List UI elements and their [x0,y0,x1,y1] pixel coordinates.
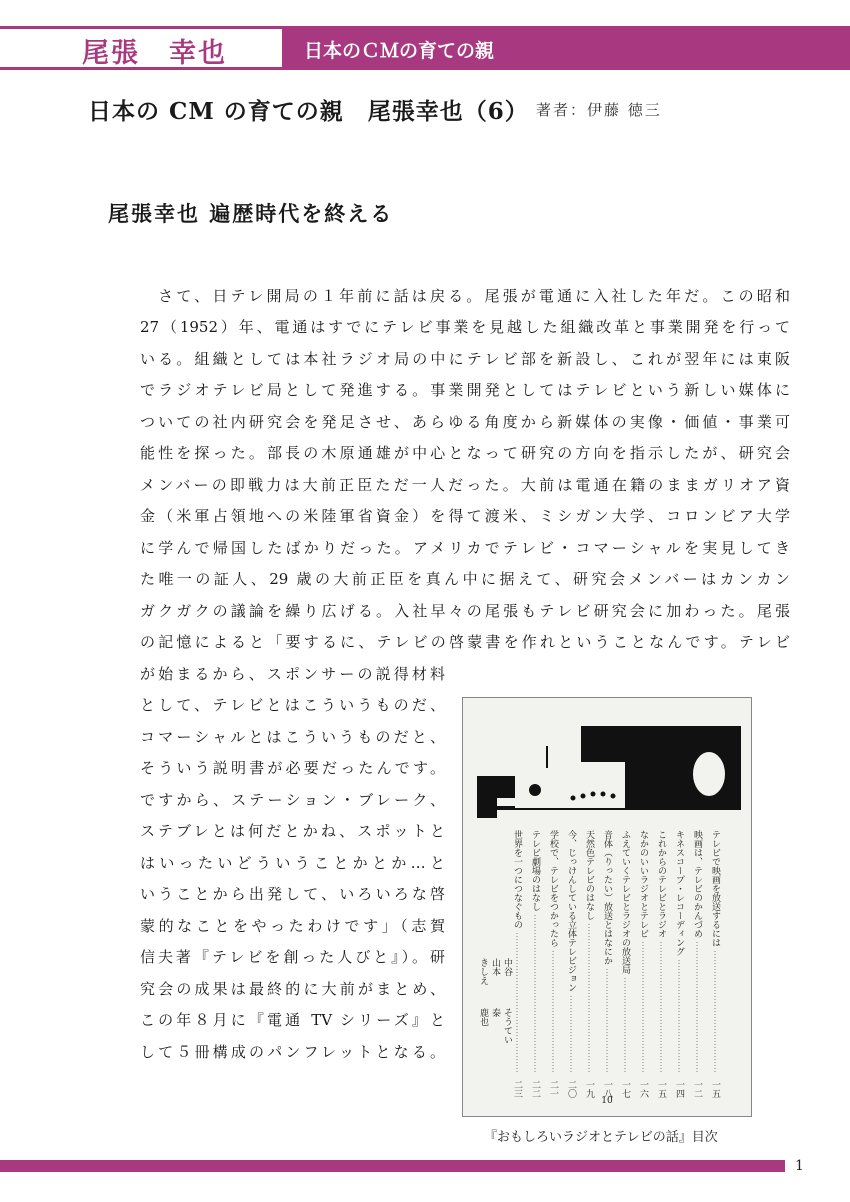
body-line: ですから、ステーション・ブレーク、 [140,791,445,809]
toc-credit: 中谷 [502,958,512,976]
toc-entry-title: 天然色テレビのはなし [584,830,594,920]
body-line: た唯一の証人、29 歳の大前正臣を真ん中に据えて、研究会メンバーはカンカン [140,570,790,588]
body-line: さて、日テレ開局の１年前に話は戻る。尾張が電通に入社した年だ。この昭和 [140,287,790,305]
toc-entry-title: 世界を一つにつなぐもの [512,830,522,929]
body-line: 金（米軍占領地への米陸軍省資金）を得て渡米、ミシガン大学、コロンビア大学 [140,507,790,525]
figure-caption: 『おもしろいラジオとテレビの話』目次 [484,1130,718,1145]
toc-credit: 泰 [490,1008,500,1017]
toc-scan [463,698,751,1116]
toc-entry-title: なかのいいラジオとテレビ [638,830,648,938]
body-line: そういう説明書が必要だったんです。 [140,759,445,777]
footer-bar [0,1160,785,1172]
body-line: が始まるから、スポンサーの説得材料 [140,665,445,683]
body-line: ガクガクの議論を繰り広げる。入社早々の尾張もテレビ研究会に加わった。尾張 [140,602,790,620]
body-line: 信夫著『テレビを創った人びと』）。研 [140,948,445,966]
toc-entry-page: 一八 [602,1080,612,1098]
body-line: 27（1952）年、電通はすでにテレビ事業を見越した組織改革と事業開発を行って [140,318,790,336]
header-series-band [282,26,850,70]
toc-entry-page: 二三 [512,1080,522,1098]
toc-entry-page: 二〇 [566,1080,576,1098]
toc-credit: そうてい [502,1008,512,1044]
toc-credit: 山本 [490,958,500,976]
header-name-band [0,26,282,70]
header-series-title: 日本のＣＭの育ての親 [304,40,495,62]
toc-entry-title: ふえていくテレビとラジオの放送局 [620,830,630,974]
body-line: この年８月に『電通 TV シリーズ』と [140,1011,445,1029]
body-line: ついての社内研究会を発足させ、あらゆる角度から新媒体の実像・価値・事業可 [140,413,790,431]
body-line: 能性を探った。部長の木原通雄が中心となって研究の方向を指示したが、研究会 [140,444,790,462]
toc-entry-title: これからのテレビとラジオ [656,830,666,938]
body-line: はいったいどういうことかとか…と [140,854,445,872]
body-line: メンバーの即戦力は大前正臣ただ一人だった。大前は電通在籍のままガリオア資 [140,476,790,494]
toc-entry-page: 一五 [710,1080,720,1098]
toc-entry-page: 二二 [530,1080,540,1098]
body-line: コマーシャルとはこういうものだと、 [140,728,445,746]
toc-entry-page: 一二 [692,1080,702,1098]
section-heading: 尾張幸也 遍歴時代を終える [108,201,394,226]
toc-entry-page: 一五 [656,1080,666,1098]
body-line: いうことから出発して、いろいろな啓 [140,885,445,903]
toc-entry-page: 一四 [674,1080,684,1098]
body-line: の記憶によると「要するに、テレビの啓蒙書を作れということなんです。テレビ [140,633,790,651]
toc-entry-title: テレビで映画を放送するには [710,830,720,947]
body-line: ステブレとは何だとかね、スポットと [140,822,445,840]
toc-entry-title: テレビ劇場のはなし [530,830,540,911]
toc-entry-title: 学校で、テレビをつかったら [548,830,558,947]
toc-entry-title: 映画は、テレビのかんづめ [692,830,702,938]
toc-entry-title: 今、じっけんしている立体テレビジョン [566,830,576,992]
body-line: として、テレビとはこういうものだ、 [140,696,445,714]
toc-page-number: 10 [601,1096,613,1106]
header-name: 尾張 幸也 [82,38,227,69]
body-line: して５冊構成のパンフレットとなる。 [140,1043,445,1061]
toc-entry-page: 一六 [638,1080,648,1098]
body-line: いる。組織としては本社ラジオ局の中にテレビ部を新設し、これが翌年には東阪 [140,350,790,368]
toc-entry-page: 一七 [620,1080,630,1098]
toc-entry-title: 音体（りったい）放送とはなにか [602,830,612,965]
toc-entry-page: 一九 [584,1080,594,1098]
article-title: 日本の CM の育ての親 尾張幸也（6） [88,98,529,125]
toc-entry-title: キネスコープ・レコーディング [674,830,684,956]
article-author: 著者：伊藤 徳三 [536,101,662,119]
toc-credit: きしえ [478,958,488,985]
toc-figure [462,697,752,1117]
body-line: 究会の成果は最終的に大前がまとめ、 [140,980,445,998]
body-line: に学んで帰国したばかりだった。アメリカでテレビ・コマーシャルを実見してき [140,539,790,557]
body-line: でラジオテレビ局として発進する。事業開発としてはテレビという新しい媒体に [140,381,790,399]
page-number: 1 [795,1158,804,1174]
body-line: 蒙的なことをやったわけです」（志賀 [140,917,445,935]
toc-entry-page: 二一 [548,1080,558,1098]
toc-credit: 鹿也 [478,1008,488,1026]
